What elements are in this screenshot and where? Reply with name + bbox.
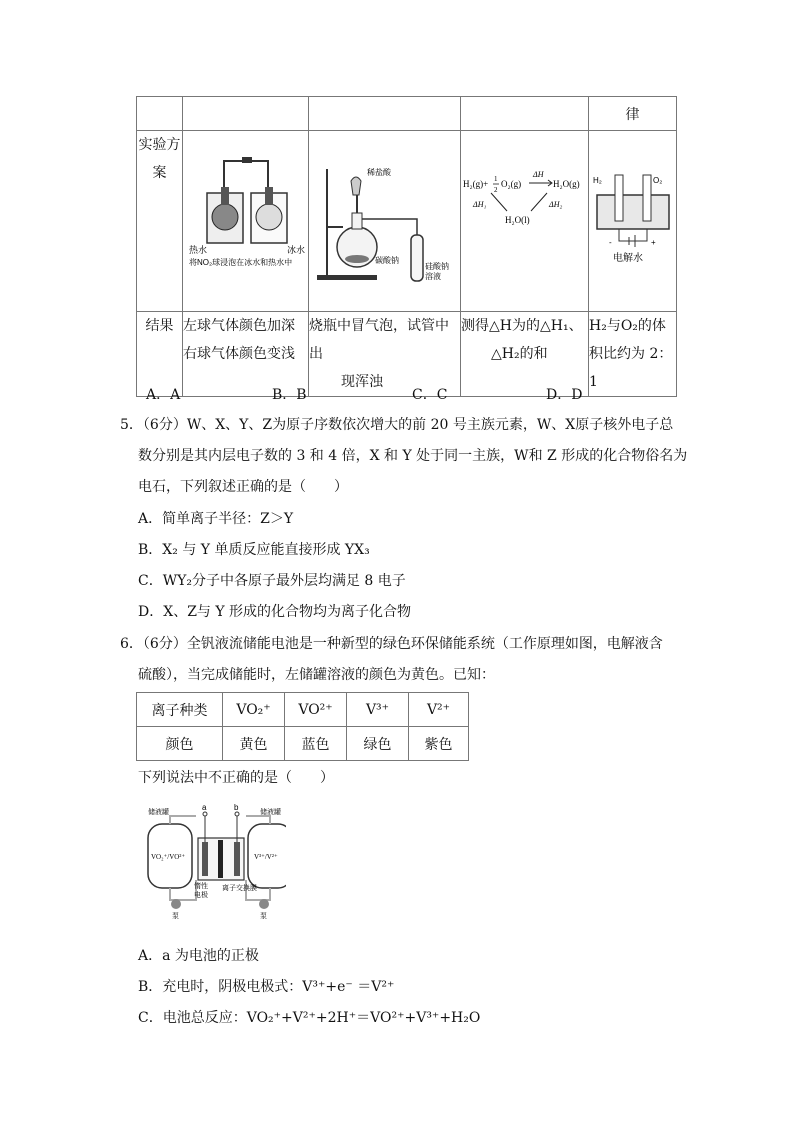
tank-left-label: 储液罐 [148, 809, 169, 816]
q5-option-a[interactable]: A．简单离子半径：Z＞Y [138, 511, 294, 527]
figure-a-caption: 将NO₂球浸泡在冰水和热水中 [189, 258, 293, 267]
electrolysis-figure [589, 131, 677, 311]
ice-water-label: 冰水 [287, 245, 306, 255]
frac-den: 2 [494, 186, 498, 194]
inert-electrode-label-1: 惰性 [194, 883, 208, 890]
table-row: 颜色 黄色 蓝色 绿色 紫色 [137, 727, 469, 761]
table-row: 离子种类 VO₂⁺ VO²⁺ V³⁺ V²⁺ [137, 693, 469, 727]
q6-line-2: 硫酸），当完成储能时，左储罐溶液的颜色为黄色。已知： [138, 667, 495, 683]
figure-cell-c [461, 131, 589, 312]
flow-battery-figure [136, 802, 286, 922]
carbonate-label: 碳酸钠 [375, 256, 399, 265]
dh1-label: ΔH₁ [473, 200, 487, 209]
q4-option-b[interactable]: B．B [272, 387, 307, 403]
hot-water-label: 热水 [189, 245, 208, 255]
h2-label: H₂(g)+ [463, 179, 489, 189]
membrane-label: 离子交换膜 [222, 885, 257, 892]
q4-option-d[interactable]: D．D [546, 387, 583, 403]
q5-line-1: 5．（6分）W、X、Y、Z为原子序数依次增大的前 20 号主族元素，W、X原子核外电子总 [120, 417, 674, 433]
q5-option-b[interactable]: B．X₂ 与 Y 单质反应能直接形成 YX₃ [138, 542, 370, 558]
figure-cell-d [589, 131, 677, 312]
q6-line-1: 6．（6分）全钒液流储能电池是一种新型的绿色环保储能系统（工作原理如图，电解液含 [120, 636, 663, 652]
q5-option-d[interactable]: D．X、Z与 Y 形成的化合物均为离子化合物 [138, 604, 412, 620]
acid-carbonate-figure [309, 131, 461, 311]
acid-label: 稀盐酸 [367, 168, 391, 177]
table-row [137, 131, 677, 312]
product-label: H₂O(g) [553, 179, 580, 189]
q4-option-a[interactable]: A．A [146, 387, 181, 403]
o2-gas-label: O₂ [653, 176, 663, 185]
result-b: 烧瓶中冒气泡，试管中出 现浑浊 [309, 312, 461, 397]
header-cell: 律 [589, 97, 677, 131]
no2-ball-figure [183, 131, 309, 311]
q5-option-c[interactable]: C．WY₂分子中各原子最外层均满足 8 电子 [138, 573, 406, 589]
q6-option-c[interactable]: C．电池总反应：VO₂⁺+V²⁺+2H⁺＝VO²⁺+V³⁺+H₂O [138, 1010, 481, 1026]
table-row [137, 97, 677, 131]
liquid-label: H₂O(l) [505, 215, 530, 225]
electrode-b-label: b [234, 803, 239, 812]
ion-color-table [136, 692, 469, 761]
q6-option-b[interactable]: B．充电时，阴极电极式：V³⁺+e⁻ ＝V²⁺ [138, 979, 395, 995]
q5-line-3: 电石，下列叙述正确的是（ ） [138, 479, 348, 495]
pump-right-label: 泵 [260, 913, 267, 920]
electrolysis-caption: 电解水 [613, 253, 643, 264]
tank-right-label: 储液罐 [260, 809, 281, 816]
plus-label: + [651, 238, 656, 247]
experiment-table [136, 96, 677, 397]
row-label-scheme: 实验方案 [137, 131, 183, 312]
figure-cell-a [183, 131, 309, 312]
q5-line-2: 数分别是其内层电子数的 3 和 4 倍，X 和 Y 处于同一主族，W和 Z 形成的化合物俗名为 [138, 448, 688, 464]
minus-label: - [609, 238, 612, 247]
right-solution-label: V³⁺/V²⁺ [254, 853, 278, 861]
silicate-label: 硅酸钠 [425, 262, 449, 271]
frac-num: 1 [494, 175, 498, 183]
result-c: 测得△H为的△H₁、 △H₂的和 [461, 312, 589, 397]
h2-gas-label: H₂ [593, 176, 602, 185]
pump-left-label: 泵 [172, 913, 179, 920]
inert-electrode-label-2: 电极 [194, 892, 208, 899]
result-d: H₂与O₂的体 积比约为 2：1 [589, 312, 677, 397]
dh2-label: ΔH₂ [549, 200, 563, 209]
q4-option-c[interactable]: C．C [412, 387, 448, 403]
q6-stem: 下列说法中不正确的是（ ） [138, 770, 334, 786]
electrode-a-label: a [202, 803, 207, 812]
solution-label: 溶液 [425, 272, 441, 281]
hess-law-figure [461, 131, 589, 311]
q4-options [146, 384, 706, 404]
q6-option-a[interactable]: A．a 为电池的正极 [138, 948, 259, 964]
figure-cell-b [309, 131, 461, 312]
row-label-result: 结果 [137, 312, 183, 397]
result-a: 左球气体颜色加深 右球气体颜色变浅 [183, 312, 309, 397]
dh-label: ΔH [533, 170, 544, 179]
left-solution-label: VO₂⁺/VO²⁺ [151, 853, 186, 861]
o2-label: O₂(g) [501, 179, 522, 189]
